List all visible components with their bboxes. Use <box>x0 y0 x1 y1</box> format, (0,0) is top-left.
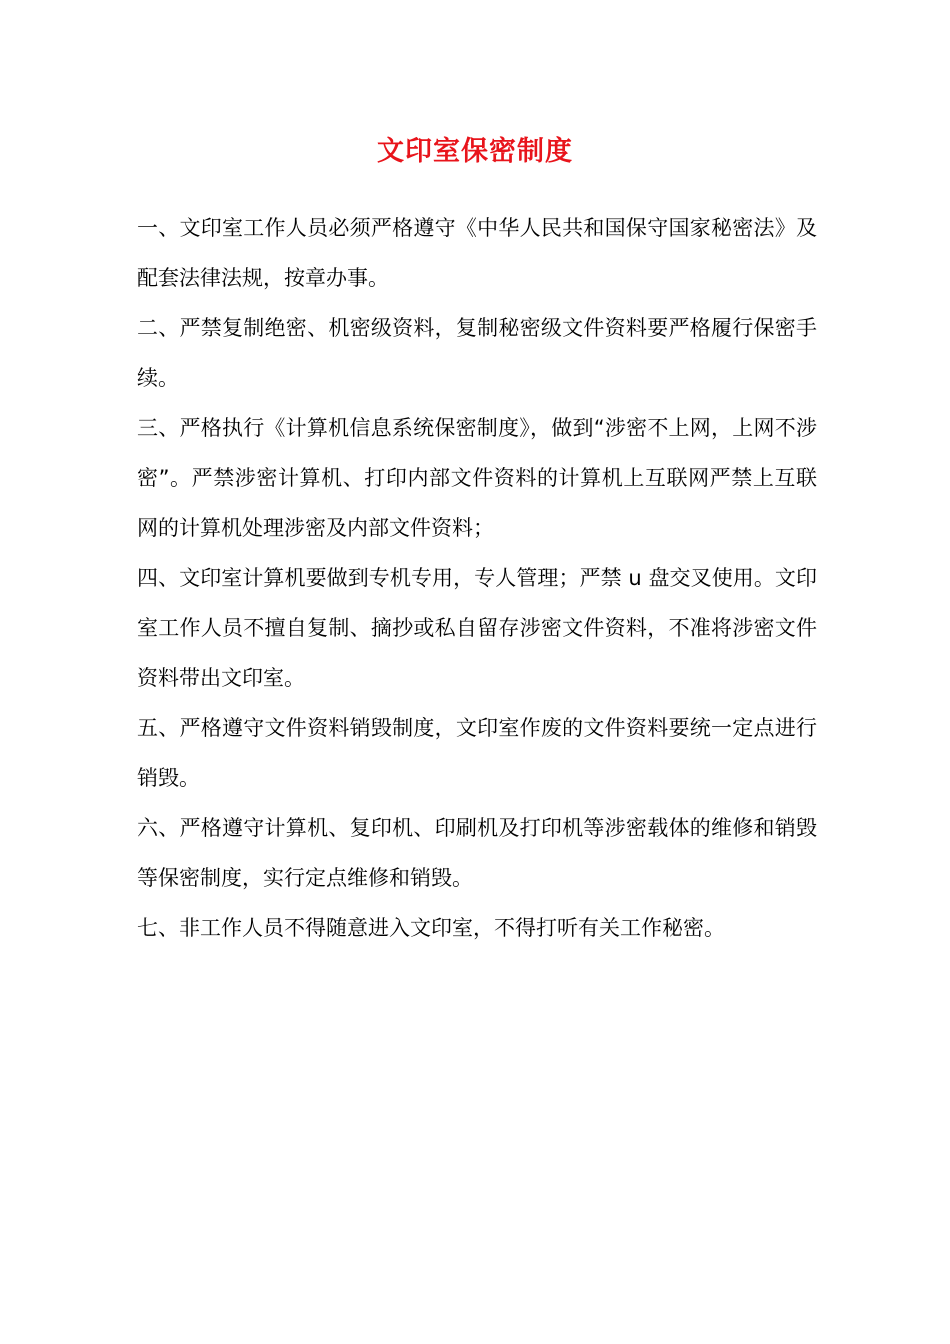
document-body <box>137 203 817 953</box>
document-title: 文印室保密制度 <box>377 136 573 167</box>
paragraph-7: 七、非工作人员不得随意进入文印室，不得打听有关工作秘密。 <box>137 916 725 940</box>
paragraph-2: 二、严禁复制绝密、机密级资料，复制秘密级文件资料要严格履行保密手续。 <box>137 316 817 390</box>
paragraph-6: 六、严格遵守计算机、复印机、印刷机及打印机等涉密载体的维修和销毁等保密制度，实行定点维修和销毁。 <box>137 816 817 890</box>
paragraph-5: 五、严格遵守文件资料销毁制度，文印室作废的文件资料要统一定点进行销毁。 <box>137 716 817 790</box>
paragraph-4: 四、文印室计算机要做到专机专用，专人管理；严禁 u 盘交叉使用。文印室工作人员不擅自复制、摘抄或私自留存涉密文件资料，不准将涉密文件资料带出文印室。 <box>137 566 817 690</box>
paragraph-1: 一、文印室工作人员必须严格遵守《中华人民共和国保守国家秘密法》及配套法律法规，按章办事。 <box>137 216 817 290</box>
paragraph-3: 三、严格执行《计算机信息系统保密制度》，做到“涉密不上网，上网不涉密”。严禁涉密计算机、打印内部文件资料的计算机上互联网严禁上互联网的计算机处理涉密及内部文件资料； <box>137 416 817 540</box>
